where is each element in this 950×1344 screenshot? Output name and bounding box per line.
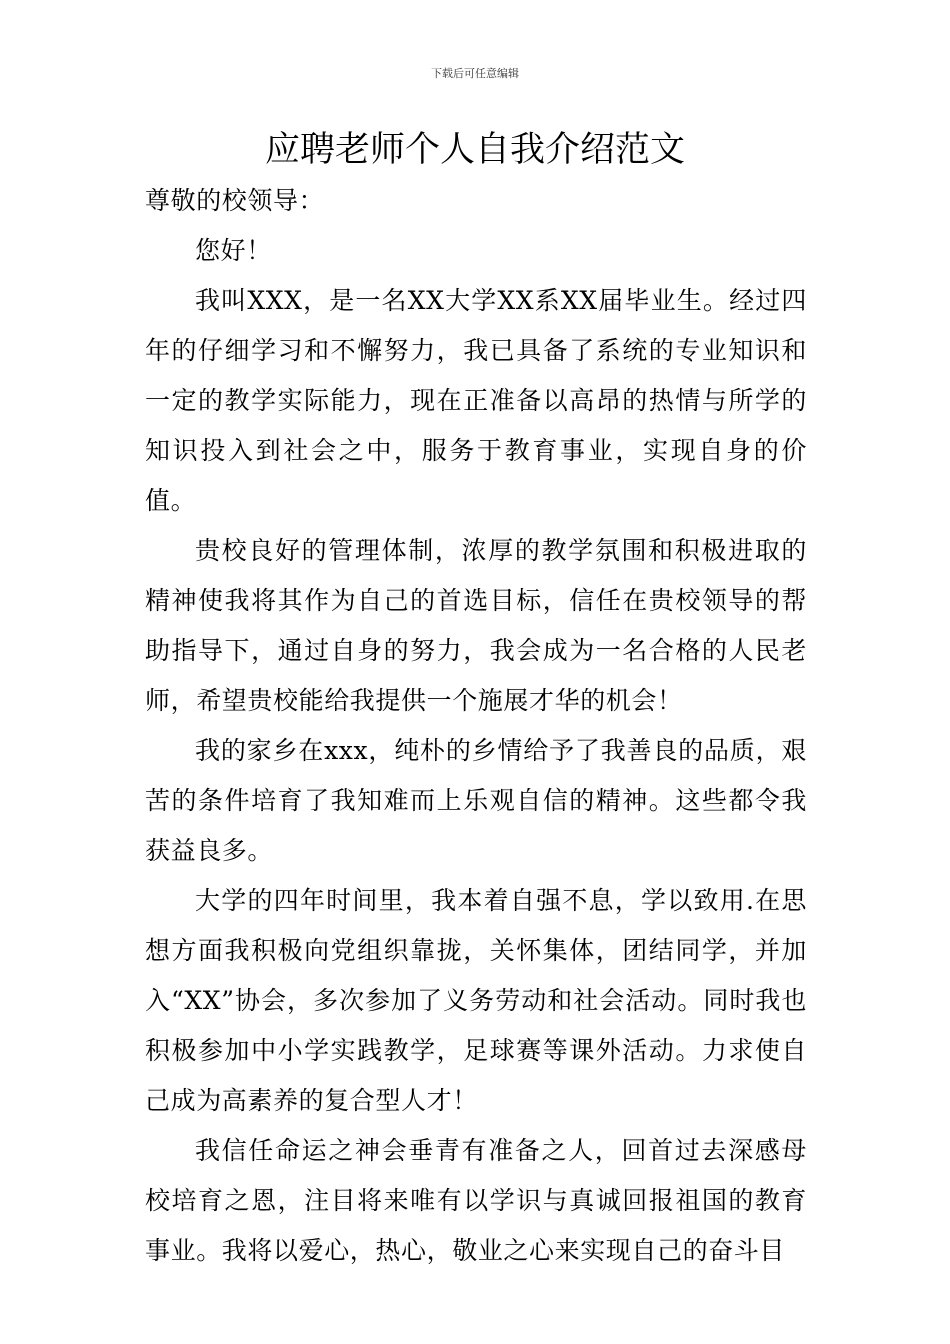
- paragraph-university: 大学的四年时间里，我本着自强不息，学以致用.在思想方面我积极向党组织靠拢，关怀集体，团结同学，并加入“XX”协会，多次参加了义务劳动和社会活动。同时我也积极参加中小学实践教学，足球赛等课外活动。力求使自己成为高素养的复合型人才！: [145, 886, 807, 1115]
- salutation: 尊敬的校领导：: [145, 186, 325, 215]
- document-title: 应聘老师个人自我介绍范文: [264, 130, 685, 170]
- paragraph-introduction: 我叫XXX，是一名XX大学XX系XX届毕业生。经过四年的仔细学习和不懈努力，我已具备了系统的专业知识和一定的教学实际能力，现在正准备以高昂的热情与所学的知识投入到社会之中，服务于教育事业，实现自身的价值。: [145, 286, 807, 515]
- header-note: 下载后可任意编辑: [431, 67, 519, 80]
- paragraph-greeting: 您好！: [195, 236, 272, 265]
- paragraph-aspiration: 我信任命运之神会垂青有准备之人，回首过去深感母校培育之恩，注目将来唯有以学识与真诚回报祖国的教育事业。我将以爱心，热心，敬业之心来实现自己的奋斗目: [145, 1136, 807, 1265]
- paragraph-hometown: 我的家乡在xxx，纯朴的乡情给予了我善良的品质，艰苦的条件培育了我知难而上乐观自信的精神。这些都令我获益良多。: [145, 736, 807, 865]
- paragraph-school-choice: 贵校良好的管理体制，浓厚的教学氛围和积极进取的精神使我将其作为自己的首选目标，信任在贵校领导的帮助指导下，通过自身的努力，我会成为一名合格的人民老师，希望贵校能给我提供一个施展才华的机会！: [145, 536, 807, 715]
- document-body: [145, 176, 807, 1276]
